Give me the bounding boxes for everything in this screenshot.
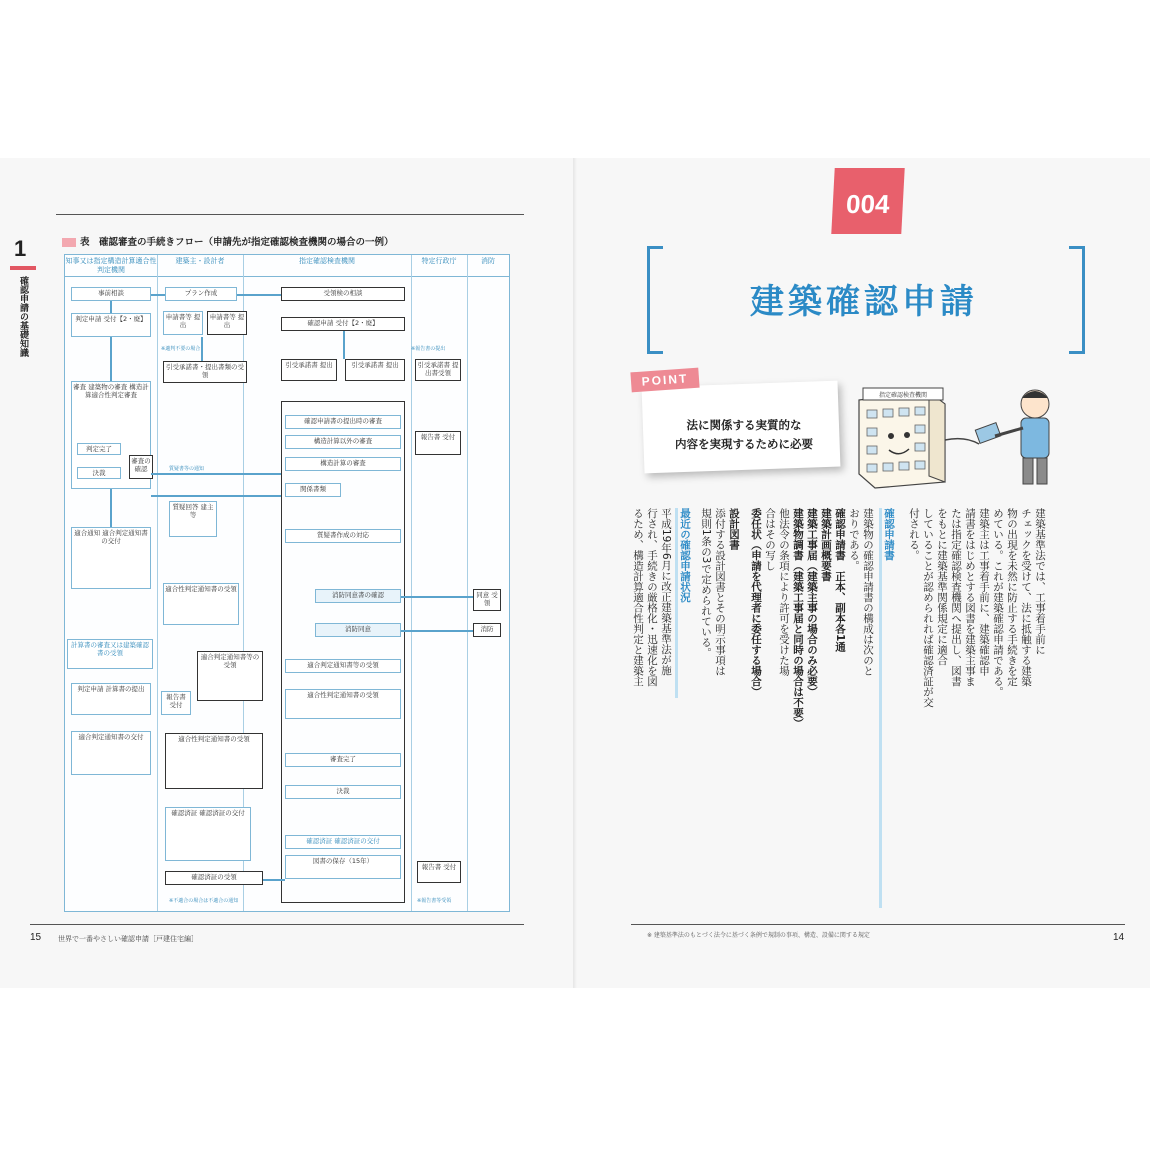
flow-box: 同意 受領 xyxy=(473,589,501,611)
chapter-title: 確認申請の基礎知識 xyxy=(18,276,28,357)
text-column: 建築主は工事着手前に、建築確認申 xyxy=(978,508,990,676)
flow-box: 確認済証の受領 xyxy=(165,871,263,885)
flow-box: 確認申請 受付【2・廃】 xyxy=(281,317,405,331)
text-column: 建築基準法では、工事着手前に xyxy=(1034,508,1046,655)
left-page xyxy=(0,158,575,988)
flow-arrow xyxy=(237,294,281,296)
column-divider xyxy=(157,255,158,911)
figure-title: 表 確認審査の手続きフロー（申請先が指定確認検査機関の場合の一例） xyxy=(62,234,394,248)
flow-box: 計算書の審査又は建築確認書の受領 xyxy=(67,639,153,669)
flow-box: 確認済証 確認済証の交付 xyxy=(285,835,401,849)
text-column: 付される。 xyxy=(908,508,920,561)
text-column: るため、構造計算適合性判定と建築主 xyxy=(632,508,644,687)
flow-arrow xyxy=(201,337,203,361)
flow-box: 質疑回答 建主等 xyxy=(169,501,217,537)
subheading: 最近の確認申請状況 xyxy=(675,508,691,698)
list-item: 建築物調書（建築工事届と同時の場合は不要） xyxy=(792,508,804,729)
text-column: めている。これが建築確認申請である。 xyxy=(992,508,1004,697)
flow-box: 消防同意 xyxy=(315,623,401,637)
flow-arrow xyxy=(110,301,112,313)
flow-box: 適合判定通知書等の受領 xyxy=(197,651,263,701)
flow-box: 適合性判定通知書の受領 xyxy=(165,733,263,789)
page-number: 14 xyxy=(1113,932,1125,943)
right-page xyxy=(575,158,1150,988)
column-divider xyxy=(467,255,468,911)
list-item: 建築工事届（建築主事の場合のみ必要） xyxy=(806,508,818,697)
flow-box: 審査完了 xyxy=(285,753,401,767)
flow-arrow xyxy=(151,495,281,497)
text-column: 行され、手続きの厳格化・迅速化を図 xyxy=(646,508,658,687)
flow-box: 判定申請 受付【2・廃】 xyxy=(71,313,151,337)
chapter-accent-bar xyxy=(10,266,36,270)
flow-box: 審査の 確認 xyxy=(129,455,153,479)
flow-box: 決裁 xyxy=(77,467,121,479)
flow-box: 報告書 受付 xyxy=(161,691,191,715)
list-item: 確認申請書 正本、副本各1通 xyxy=(834,508,846,652)
flow-box: 判定申請 計算書の提出 xyxy=(71,683,151,715)
sign-label: 指定確認検査機関 xyxy=(878,392,928,399)
text-column: 他法令の条項により許可を受けた場 xyxy=(778,508,790,676)
flow-box: 適合通知 適合判定通知書の交付 xyxy=(71,527,151,589)
column-header: 知事又は指定構造計算適合性判定機関 xyxy=(65,255,157,277)
column-header: 消防 xyxy=(467,255,509,277)
footnote: ※ 建築基準法のもとづく法令に基づく条例で規制の事項、構造、設備に関する規定 xyxy=(647,932,870,939)
flow-arrow xyxy=(110,489,112,527)
body-text xyxy=(632,508,1047,908)
flow-note: ※不適合の場合は不適合の通知 xyxy=(169,898,239,904)
flow-arrow xyxy=(343,331,345,359)
flow-box: 申請書等 提出 xyxy=(207,311,247,335)
flow-arrow xyxy=(263,879,285,881)
list-item: 委任状（申請を代理者に委任する場合） xyxy=(750,508,762,697)
flow-box: 適合性判定通知書の受領 xyxy=(163,583,239,625)
flow-arrow xyxy=(151,294,165,296)
flow-box: 申請書等 提出 xyxy=(163,311,203,335)
text-column: おりである。 xyxy=(848,508,860,571)
text-column: をもとに建築基準関係規定に適合 xyxy=(936,508,948,666)
text-column: たは指定確認検査機関へ提出し、図書 xyxy=(950,508,962,687)
flow-box: 構造計算の審査 xyxy=(285,457,401,471)
figure-tag-icon xyxy=(62,238,76,247)
flow-box: 構造計算以外の審査 xyxy=(285,435,401,449)
bottom-rule xyxy=(631,924,1125,925)
title-bracket-right xyxy=(1069,246,1085,354)
title-bracket-left xyxy=(647,246,663,354)
text-column: 建築物の確認申請書の構成は次のと xyxy=(862,508,874,676)
flow-box: 引受承諾書 提出書受領 xyxy=(415,359,461,381)
text-column: 平成19年6月に改正建築基準法が施 xyxy=(660,508,672,676)
flow-box: プラン作成 xyxy=(165,287,237,301)
text-column: 規則1条の3で定められている。 xyxy=(700,508,712,658)
flow-box: 適合判定通知書の交付 xyxy=(71,731,151,775)
text-column: 請書をはじめとする図書を建築主事ま xyxy=(964,508,976,687)
flowchart xyxy=(64,254,510,912)
flow-box: 審査 建築物の審査 構造計算適合性判定審査 xyxy=(71,381,151,489)
flow-box: 関係書類 xyxy=(285,483,341,497)
flow-box: 引受承諾書・提出書類の受領 xyxy=(163,361,247,383)
flow-arrow xyxy=(401,630,473,632)
column-header: 指定確認検査機関 xyxy=(243,255,411,277)
text-column: していることが認められれば確認済証が交 xyxy=(922,508,934,708)
flow-box: 引受承諾書 提出 xyxy=(281,359,337,381)
column-header: 特定行政庁 xyxy=(411,255,467,277)
flow-note: 質疑書等の通知 xyxy=(169,466,205,472)
flow-box: 判定完了 xyxy=(77,443,121,455)
subheading: 確認申請書 xyxy=(879,508,895,908)
list-item: 建築計画概要書 xyxy=(820,508,832,582)
flow-box: 報告書 受付 xyxy=(417,861,461,883)
running-footer: 世界で一番やさしい確認申請［戸建住宅編］ xyxy=(58,935,198,943)
column-divider xyxy=(411,255,412,911)
page-number: 15 xyxy=(30,932,42,943)
section-title: 建築確認申請 xyxy=(750,282,978,322)
flow-box: 確認申請書の提出時の審査 xyxy=(285,415,401,429)
flow-box: 図書の保存（15年） xyxy=(285,855,401,879)
flow-arrow xyxy=(151,473,281,475)
flow-arrow xyxy=(401,596,473,598)
flow-note: ※報告書の提出 xyxy=(411,346,446,352)
point-badge: POINT xyxy=(630,368,699,393)
flow-box: 質疑書作成の対応 xyxy=(285,529,401,543)
list-item: 設計図書 xyxy=(728,508,740,550)
point-text: 法に関係する実質的な 内容を実現するために必要 xyxy=(675,418,813,451)
text-column: 物の出現を未然に防止する手続きを定 xyxy=(1006,508,1018,687)
text-column: 添付する設計図書とその明示事項は xyxy=(714,508,726,676)
flow-box: 引受承諾書 提出 xyxy=(345,359,405,381)
flow-note: ※報告書等受領 xyxy=(417,898,452,904)
flow-box: 事前相談 xyxy=(71,287,151,301)
flow-box: 確認済証 確認済証の交付 xyxy=(165,807,251,861)
flow-note: ※適判不要の場合 xyxy=(161,346,201,352)
text-column: チェックを受けて、法に抵触する建築 xyxy=(1020,508,1032,687)
flow-box: 決裁 xyxy=(285,785,401,799)
flow-box: 適合判定通知書等の受領 xyxy=(285,659,401,673)
flow-box: 報告書 受付 xyxy=(415,431,461,455)
text-column: 合はその写し xyxy=(764,508,776,571)
flow-box: 受領検の相談 xyxy=(281,287,405,301)
flow-box: 消防同意書の確認 xyxy=(315,589,401,603)
top-rule xyxy=(56,214,524,215)
flow-arrow xyxy=(110,337,112,381)
column-header: 建築主・設計者 xyxy=(157,255,243,277)
bottom-rule xyxy=(30,924,524,925)
chapter-number: 1 xyxy=(14,236,27,261)
flow-box: 適合性判定通知書の受領 xyxy=(285,689,401,719)
building-illustration-icon xyxy=(849,370,1075,490)
flow-box: 消防 xyxy=(473,623,501,637)
review-frame xyxy=(281,401,405,903)
section-number: 004 xyxy=(831,168,904,234)
book-spread xyxy=(0,158,1150,988)
